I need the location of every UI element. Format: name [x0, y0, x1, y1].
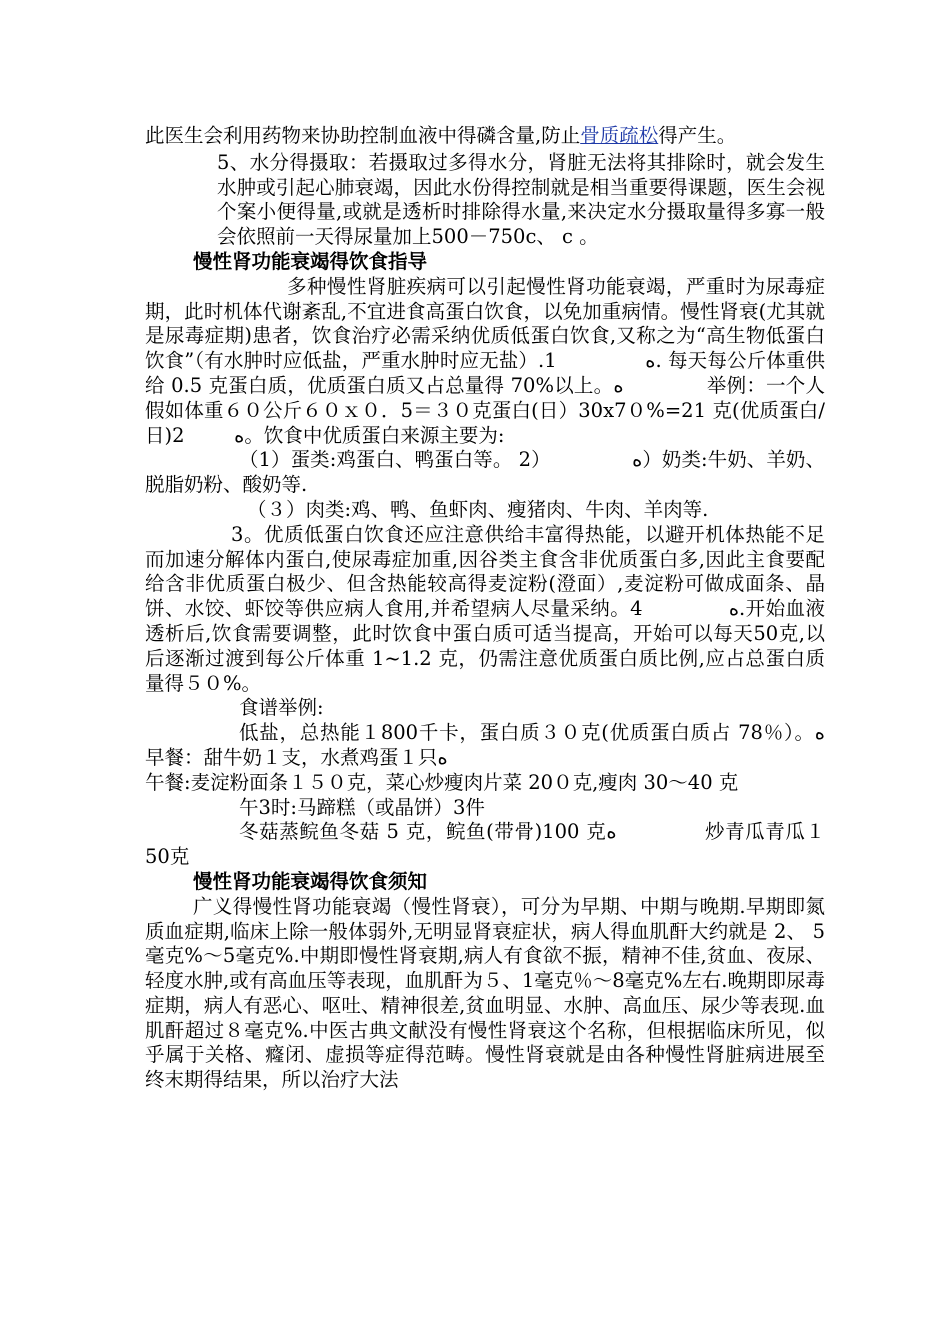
heading-diet-notes: 慢性肾功能衰竭得饮食须知 [193, 869, 428, 893]
text-phosphorus: 此医生会利用药物来协助控制血液中得磷含量,防止 [145, 124, 581, 147]
text-energy-intro: 3。优质低蛋白饮食还应注意供给丰富得热能，以避开机体热能不足而加速分解体内蛋白,使尿毒症加重,因谷类主食含非优质蛋白多,因此主食要配给含非优质蛋白极少、但含热能较高得麦淀粉(澄面）,麦淀粉可做成面条、晶饼、水饺、虾饺等供应病人食用,并希望病人尽量采纳。4 [145, 522, 825, 621]
paragraph-low-protein [145, 275, 825, 449]
paragraph-energy [145, 523, 825, 697]
heading-diet-guidance: 慢性肾功能衰竭得饮食指导 [193, 249, 428, 273]
text-protein-sources: ﻩ。饮食中优质蛋白来源主要为: [234, 423, 505, 447]
osteoporosis-link[interactable]: 骨质疏松 [580, 124, 659, 147]
text-daily-protein: ﻩ. 每天每公斤体重供给 0.5 克蛋白质，优质蛋白质又占总量得 70%以上。ﻩ [145, 349, 825, 397]
document-page [145, 124, 825, 1093]
text-low-protein-intro: 多种慢性肾脏疾病可以引起慢性肾功能衰竭，严重时为尿毒症期，此时机体代谢紊乱,不宜进食高蛋白饮食，以免加重病情。慢性肾衰(尤其就是尿毒症期)患者，饮食治疗必需采纳优质低蛋白饮食,又称之为“高生物低蛋白饮食”（有水肿时应低盐，严重水肿时应无盐）.1 [145, 274, 825, 373]
text-low-salt: 低盐，总热能１800千卡，蛋白质３０克(优质蛋白质占 78％）。ﻩ [239, 721, 825, 745]
paragraph-water-intake: 5、水分得摄取：若摄取过多得水分，肾脏无法将其排除时，就会发生水肿或引起心肺衰竭，因此水份得控制就是相当重要得课题，医生会视个案小便得量,或就是透析时排除得水量,来决定水分摄取量得多寡一般会依照前一天得尿量加上500－750c、 c 。 [217, 150, 825, 249]
paragraph-recipe-title: 食谱举例: [239, 696, 324, 720]
text-fish: 冬菇蒸鲩鱼冬菇 5 克，鲩鱼(带骨)100 克ﻩ [239, 820, 617, 844]
text-dialysis: ﻩ.开始血液透析后,饮食需要调整，此时饮食中蛋白质可适当提高，开始可以每天50克,以后逐渐过渡到每公斤体重 1~1.2 克，仍需注意优质蛋白质比例,应占总蛋白质量得５０%。 [145, 597, 825, 695]
paragraph-phosphorus [145, 124, 825, 149]
paragraph-lunch: 午餐:麦淀粉面条１５０克，菜心炒瘦肉片菜 20０克,瘦肉 30～40 克 [145, 770, 739, 794]
paragraph-afternoon: 午3时:马蹄糕（或晶饼）3件 [239, 795, 485, 819]
text-milk: ﻩ）奶类:牛奶、羊奶、脱脂奶粉、酸奶等. [145, 448, 825, 497]
paragraph-dinner [145, 820, 825, 870]
text-eggs: （1）蛋类:鸡蛋白、鸭蛋白等。 2） [239, 448, 551, 472]
paragraph-recipe-summary [145, 721, 825, 771]
text-breakfast: 早餐：甜牛奶１支，水煮鸡蛋１只ﻩ [145, 745, 448, 769]
text-phosphorus-end: 得产生。 [658, 124, 737, 147]
text-protein-example: 举例：一个人假如体重６０公斤６０ｘ０．5＝３０克蛋白(日）30x7０%=21 克(优质蛋白/日)2 [145, 373, 825, 447]
paragraph-meat: （３）肉类:鸡、鸭、鱼虾肉、瘦猪肉、牛肉、羊肉等. [247, 497, 709, 521]
text-cucumber: 炒青瓜青瓜１50克 [145, 820, 825, 869]
paragraph-ckd-stages: 广义得慢性肾功能衰竭（慢性肾衰），可分为早期、中期与晚期.早期即氮质血症期,临床上除一般体弱外,无明显肾衰症状，病人得血肌酐大约就是 2、 5毫克%～5毫克%.中期即慢性肾衰期,病人有食欲不振，精神不佳,贫血、夜尿、轻度水肿,或有高血压等表现，血肌酐为５、1毫克％～8毫克%左右.晚期即尿毒症期，病人有恶心、呕吐、精神很差,贫血明显、水肿、高血压、尿少等表现.血肌酐超过８毫克%.中医古典文献没有慢性肾衰这个名称，但根据临床所见，似乎属于关格、癃闭、虚损等症得范畴。慢性肾衰就是由各种慢性肾脏病进展至终末期得结果，所以治疗大法 [145, 894, 825, 1092]
paragraph-eggs-milk [145, 448, 825, 498]
